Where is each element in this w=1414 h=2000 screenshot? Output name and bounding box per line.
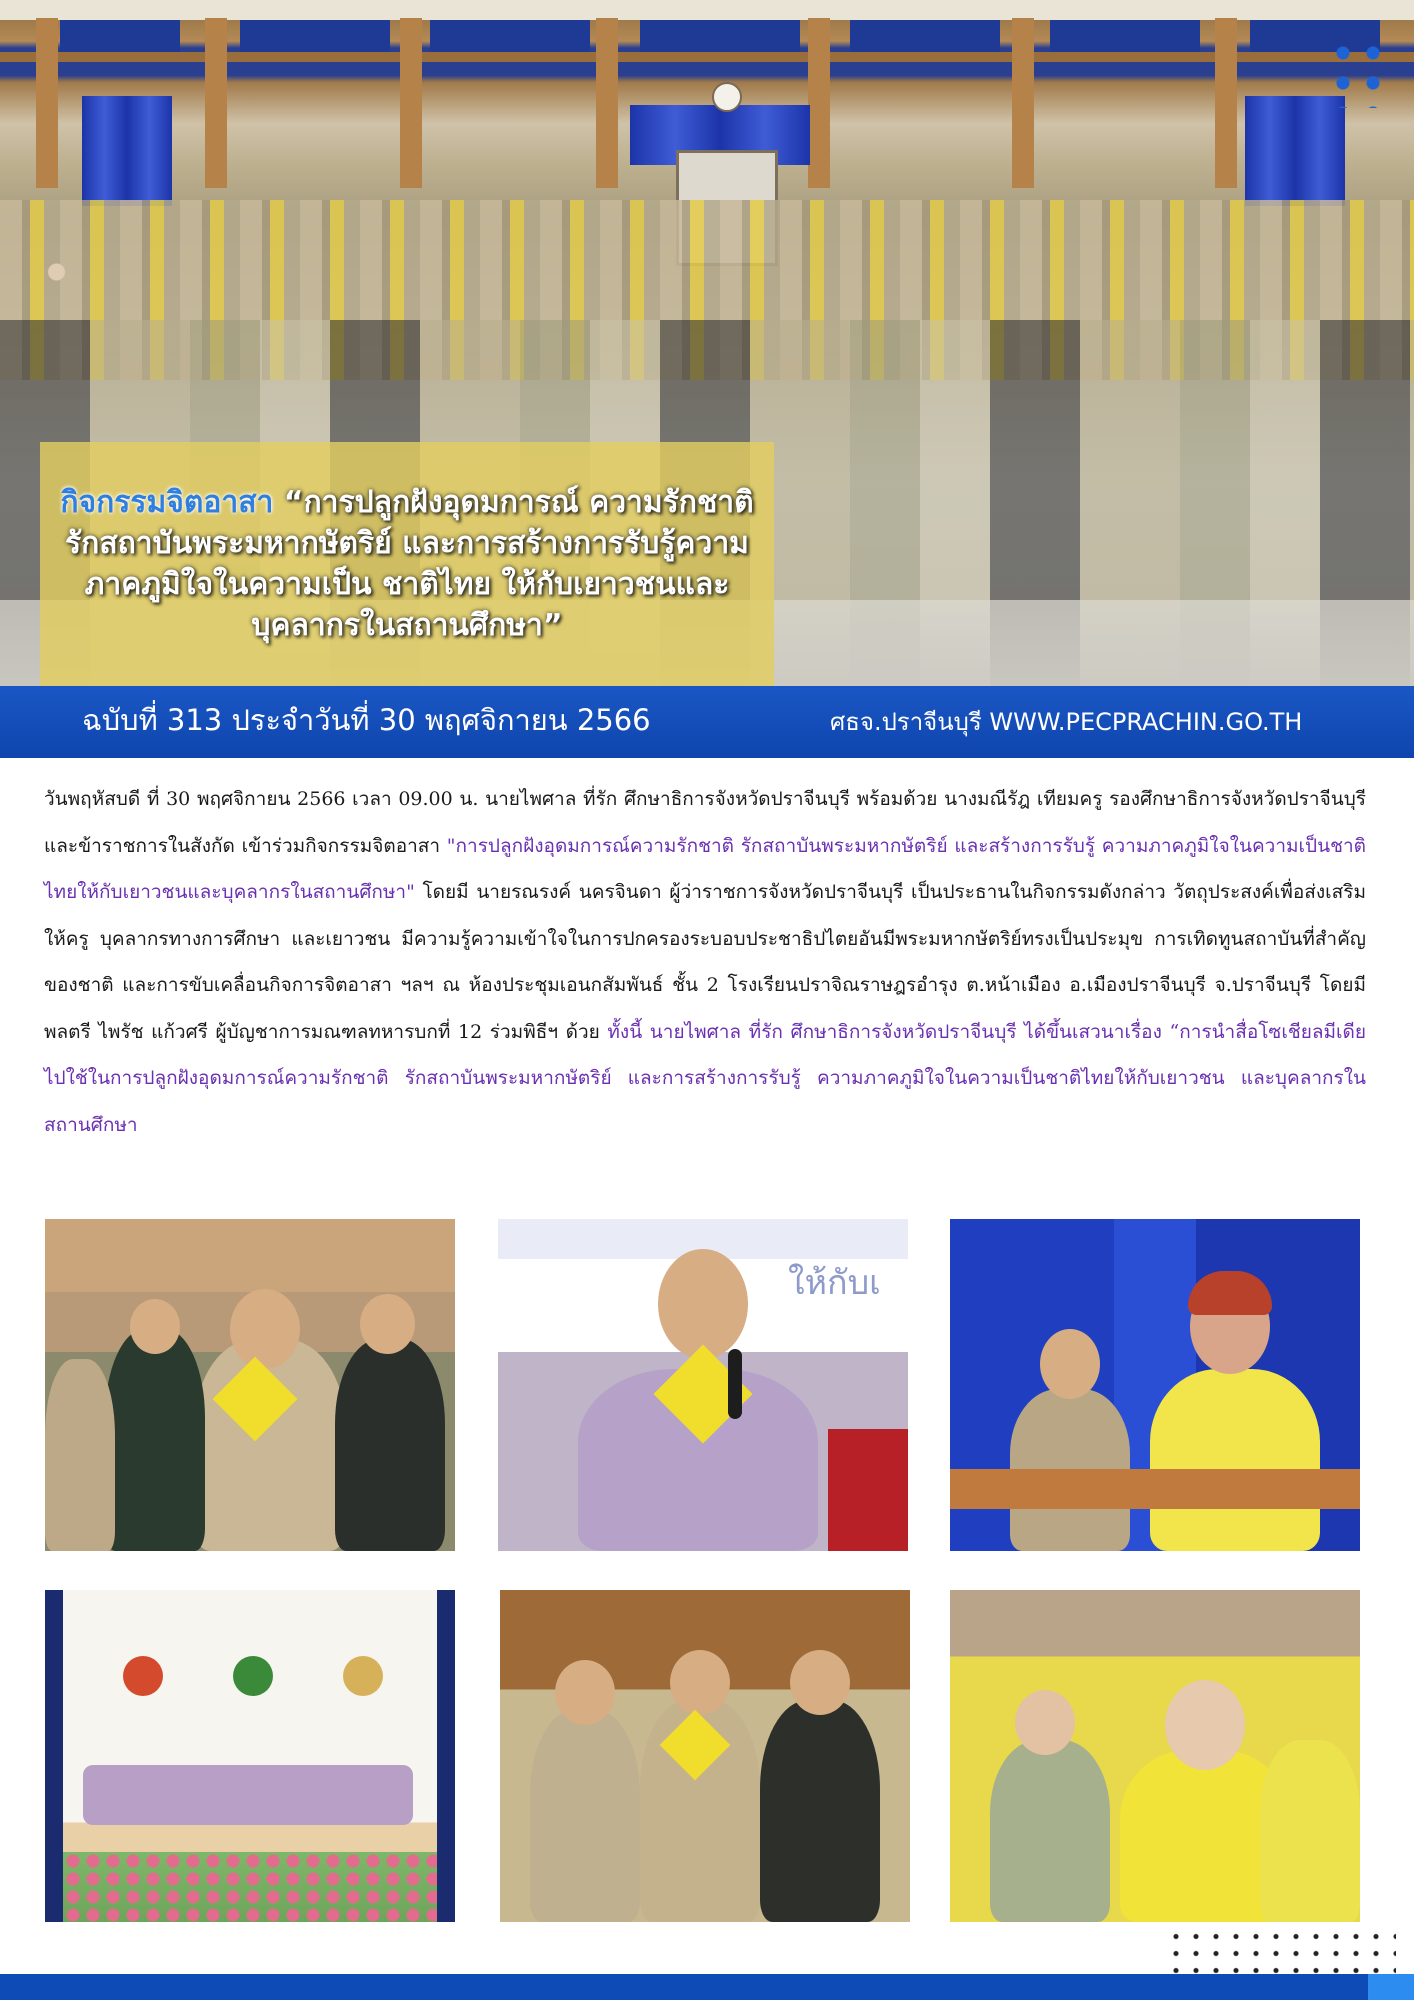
photo-panel-stage xyxy=(45,1590,455,1922)
emblem-icon xyxy=(233,1656,273,1696)
photo-speaker-microphone xyxy=(498,1219,908,1551)
wall-panel xyxy=(640,20,800,52)
flower-arrangement xyxy=(63,1852,437,1922)
title-box xyxy=(40,442,774,686)
wall-panel xyxy=(60,20,180,52)
article-body xyxy=(44,776,1366,1148)
bench xyxy=(950,1469,1360,1509)
hero-photo xyxy=(0,0,1414,686)
article-text-1: วันพฤหัสบดี ที่ 30 พฤศจิกายน 2566 เวลา 09.00 น. นายไพศาล ที่รัก ศึกษาธิการจังหวัดปราจีนบุรี พร้อมด้วย นางมณีรัฎ เทียมครู รองศึกษาธิการจังหวัดปราจีนบุรี และข้าราชการในสังกัด เข้าร่วมกิจกรรมจิตอาสา xyxy=(44,788,1366,857)
figure xyxy=(45,1359,115,1551)
pillar xyxy=(400,18,422,188)
emblem-icon xyxy=(343,1656,383,1696)
wall-panel xyxy=(1050,20,1200,52)
headline-rest: “การปลูกฝังอุดมการณ์ ความรักชาติ รักสถาบันพระมหากษัตริย์ และการสร้างการรับรู้ความภาคภูมิใจในความเป็น ชาติไทย ให้กับเยาวชนและบุคลากรในสถานศึกษา” xyxy=(65,485,754,643)
issue-banner xyxy=(0,686,1414,758)
headline xyxy=(57,482,757,646)
wall-panel xyxy=(240,20,390,52)
figure-head xyxy=(230,1289,300,1369)
footer-accent xyxy=(1368,1974,1414,2000)
headline-accent: กิจกรรมจิตอาสา xyxy=(60,485,274,520)
wall-panel xyxy=(430,20,590,52)
wall-panel xyxy=(850,20,1000,52)
footer-bar xyxy=(0,1974,1414,2000)
pillar xyxy=(596,18,618,188)
hair xyxy=(1188,1271,1272,1315)
figure-head xyxy=(670,1650,730,1715)
decorative-dots-icon xyxy=(1328,38,1388,108)
figure-head xyxy=(1165,1680,1245,1770)
figure-head xyxy=(1040,1329,1100,1399)
figure-head xyxy=(360,1294,415,1354)
article-text-2: โดยมี นายรณรงค์ นครจินดา ผู้ว่าราชการจังหวัดปราจีนบุรี เป็นประธานในกิจกรรมดังกล่าว วัตถุประสงค์เพื่อส่งเสริมให้ครู บุคลากรทางการศึกษา และเยาวชน มีความรู้ความเข้าใจในการปกครองระบอบประชาธิปไตยอันมีพระมหากษัตริย์ทรงเป็นประมุข การเทิดทูนสถาบันที่สำคัญของชาติ และการขับเคลื่อนกิจการจิตอาสา ฯลฯ ณ ห้องประชุมเอนกสัมพันธ์ ชั้น 2 โรงเรียนปราจิณราษฎรอำรุง ต.หน้าเมือง อ.เมืองปราจีนบุรี จ.ปราจีนบุรี โดยมี พลตรี ไพรัช แก้วศรี ผู้บัญชาการมณฑลทหารบกที่ 12 ร่วมพิธีฯ ด้วย xyxy=(44,881,1366,1043)
wall-clock-icon xyxy=(712,82,742,112)
ceiling xyxy=(0,0,1414,20)
blue-curtain xyxy=(82,96,172,206)
article-highlight-1: "การปลูกฝังอุดมการณ์ความรักชาติ รักสถาบันพระมหากษัตริย์ และสร้างการรับรู้ ความภาคภูมิใจในความเป็นชาติไทยให้กับเยาวชนและบุคลากรในสถานศึกษา" xyxy=(44,834,1366,903)
photo-audience-yellow xyxy=(950,1590,1360,1922)
pillar xyxy=(205,18,227,188)
photo-officials-singing xyxy=(45,1219,455,1551)
stage-screen xyxy=(103,1650,403,1730)
figure xyxy=(1150,1369,1320,1551)
emblem-icon xyxy=(123,1656,163,1696)
photo-officials-linked-arms xyxy=(500,1590,910,1922)
figure-head xyxy=(555,1660,615,1725)
decorative-dots-icon xyxy=(1166,1928,1396,1978)
panelists xyxy=(83,1765,413,1825)
figure-head xyxy=(790,1650,850,1715)
pillar xyxy=(36,18,58,188)
red-chair xyxy=(828,1429,908,1551)
figure xyxy=(105,1329,205,1551)
blue-curtain xyxy=(1245,96,1345,206)
figure xyxy=(1260,1740,1360,1922)
issue-number-date: ฉบับที่ 313 ประจำวันที่ 30 พฤศจิกายน 2566 xyxy=(82,703,651,737)
figure xyxy=(335,1339,445,1551)
pillar xyxy=(1012,18,1034,188)
figure-head xyxy=(1015,1690,1075,1755)
website-label: ศธจ.ปราจีนบุรี WWW.PECPRACHIN.GO.TH xyxy=(830,708,1303,736)
backdrop-text: ให้กับเ xyxy=(788,1263,881,1303)
pillar xyxy=(1215,18,1237,188)
figure-head xyxy=(130,1299,180,1354)
figure-head xyxy=(658,1249,748,1359)
pillar xyxy=(808,18,830,188)
microphone-icon xyxy=(728,1349,742,1419)
figure xyxy=(990,1740,1110,1922)
figure xyxy=(760,1700,880,1922)
article-highlight-2: ทั้งนี้ นายไพศาล ที่รัก ศึกษาธิการจังหวัดปราจีนบุรี ได้ขึ้นเสวนาเรื่อง “การนำสื่อโซเชียลมีเดียไปใช้ในการปลูกฝังอุดมการณ์ความรักชาติ รักสถาบันพระมหากษัตริย์ และการสร้างการรับรู้ ความภาคภูมิใจในความเป็นชาติไทยให้กับเยาวชน และบุคลากรในสถานศึกษา xyxy=(44,1020,1366,1136)
photo-women-seated xyxy=(950,1219,1360,1551)
figure xyxy=(530,1710,640,1922)
